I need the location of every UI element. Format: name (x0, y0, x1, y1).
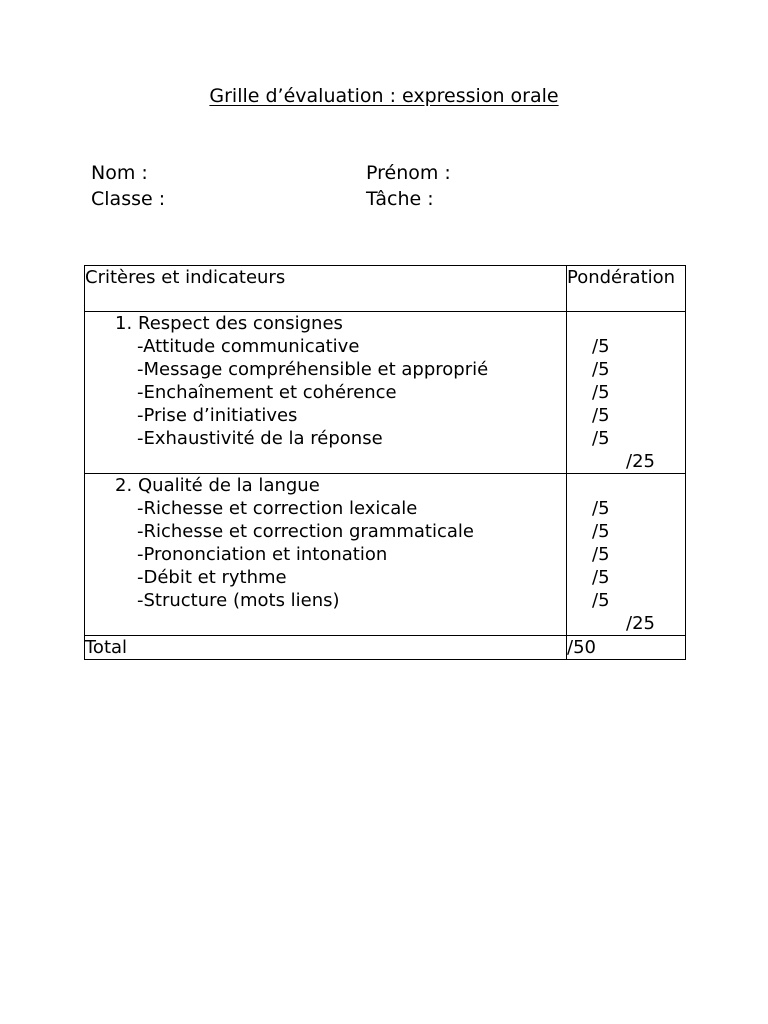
criterion-item: -Exhaustivité de la réponse (137, 428, 383, 449)
criterion-item: -Message compréhensible et approprié (137, 359, 489, 380)
section-title (85, 312, 566, 335)
section-score-cell (567, 312, 686, 474)
table-header-row (85, 266, 686, 312)
criterion-item: -Prise d’initiatives (137, 405, 298, 426)
criterion-item: -Enchaînement et cohérence (137, 382, 397, 403)
section-number: 2. (115, 475, 133, 496)
section-title-text: Respect des consignes (138, 313, 343, 334)
criterion-item: -Structure (mots liens) (137, 590, 340, 611)
section-criteria-cell (85, 474, 567, 636)
prenom-label: Prénom : (366, 162, 451, 184)
score-spacer (567, 474, 685, 497)
item-score: /5 (592, 544, 610, 565)
section-title-text: Qualité de la langue (138, 475, 320, 496)
page-title: Grille d’évaluation : expression orale (209, 85, 559, 107)
tache-label: Tâche : (366, 188, 434, 210)
criterion-item: -Richesse et correction lexicale (137, 498, 418, 519)
section-spacer (85, 450, 566, 473)
section-criteria-cell (85, 312, 567, 474)
score-spacer (567, 312, 685, 335)
classe-label: Classe : (91, 188, 166, 210)
item-score: /5 (592, 405, 610, 426)
section-title (85, 474, 566, 497)
section-number: 1. (115, 313, 133, 334)
total-label: Total (85, 636, 567, 660)
item-score: /5 (592, 521, 610, 542)
total-value: /50 (567, 636, 686, 660)
section-row (85, 312, 686, 474)
item-score: /5 (592, 590, 610, 611)
section-score-cell (567, 474, 686, 636)
weighting-header: Pondération (567, 266, 686, 312)
item-score: /5 (592, 359, 610, 380)
item-score: /5 (592, 567, 610, 588)
nom-label: Nom : (91, 162, 148, 184)
section-row (85, 474, 686, 636)
criterion-item: -Richesse et correction grammaticale (137, 521, 474, 542)
criterion-item: -Débit et rythme (137, 567, 287, 588)
section-subtotal: /25 (626, 613, 655, 634)
criteria-header: Critères et indicateurs (85, 266, 567, 312)
item-score: /5 (592, 498, 610, 519)
criterion-item: -Prononciation et intonation (137, 544, 388, 565)
evaluation-table (84, 265, 686, 660)
item-score: /5 (592, 428, 610, 449)
total-row (85, 636, 686, 660)
section-subtotal: /25 (626, 451, 655, 472)
criterion-item: -Attitude communicative (137, 336, 360, 357)
section-spacer (85, 612, 566, 635)
item-score: /5 (592, 336, 610, 357)
item-score: /5 (592, 382, 610, 403)
